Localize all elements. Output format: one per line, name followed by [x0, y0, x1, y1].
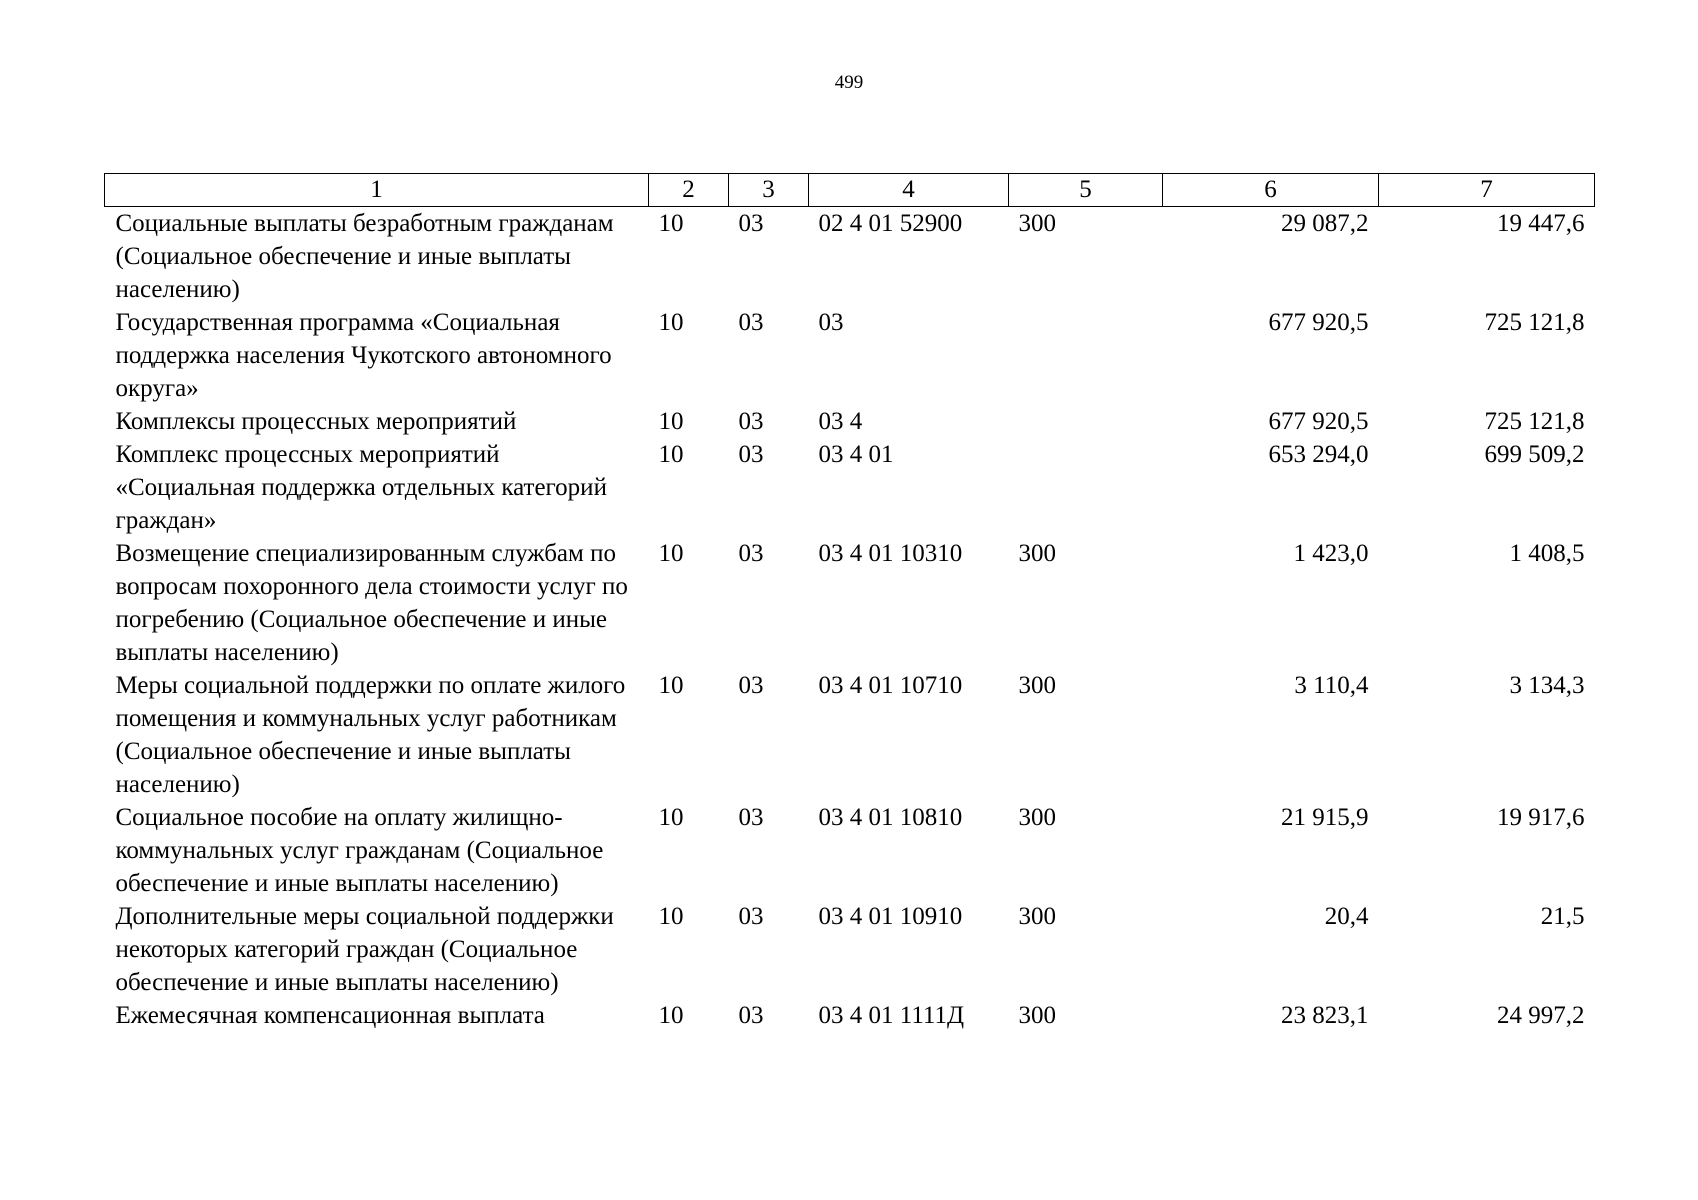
table-row — [105, 405, 1595, 438]
row-amount-1-cell: 29 087,2 — [1281, 210, 1369, 237]
row-amount-2-cell: 19 447,6 — [1497, 210, 1585, 237]
row-section-cell: 10 — [658, 1002, 684, 1029]
row-amount-1-cell: 3 110,4 — [1294, 672, 1369, 699]
row-amount-2-cell: 24 997,2 — [1497, 1002, 1585, 1029]
row-target-article-cell: 02 4 01 52900 — [818, 210, 963, 237]
row-subsection-cell: 03 — [738, 210, 764, 237]
row-subsection-cell: 03 — [738, 309, 764, 336]
row-subsection-cell: 03 — [738, 540, 764, 567]
row-subsection-cell: 03 — [738, 408, 764, 435]
row-section-cell: 10 — [658, 309, 684, 336]
row-target-article-cell: 03 4 01 10310 — [818, 540, 963, 567]
row-name-cell: Социальное пособие на оплату жилищно-коммунальных услуг гражданам (Социальное обеспечение и иные выплаты населению) — [115, 804, 604, 897]
column-header-1: 1 — [105, 174, 649, 207]
table-row — [105, 537, 1595, 669]
row-subsection-cell: 03 — [738, 441, 764, 468]
row-expense-type-cell: 300 — [1018, 903, 1056, 930]
row-expense-type-cell: 300 — [1018, 210, 1056, 237]
row-name-cell: Возмещение специализированным службам по вопросам похоронного дела стоимости услуг по погребению (Социальное обеспечение и иные выплаты населению) — [115, 540, 628, 666]
row-amount-2-cell: 3 134,3 — [1509, 672, 1585, 699]
row-name-cell: Дополнительные меры социальной поддержки некоторых категорий граждан (Социальное обеспечение и иные выплаты населению) — [115, 903, 614, 996]
row-target-article-cell: 03 4 — [818, 408, 863, 435]
row-amount-1-cell: 1 423,0 — [1293, 540, 1369, 567]
column-header-2: 2 — [649, 174, 729, 207]
row-section-cell: 10 — [658, 441, 684, 468]
row-expense-type-cell: 300 — [1018, 804, 1056, 831]
table-header-row — [105, 174, 1595, 207]
row-subsection-cell: 03 — [738, 804, 764, 831]
column-header-4: 4 — [809, 174, 1009, 207]
row-expense-type-cell — [1009, 405, 1163, 438]
column-header-7: 7 — [1379, 174, 1595, 207]
row-name-cell: Комплексы процессных мероприятий — [115, 408, 517, 435]
row-name-cell: Социальные выплаты безработным гражданам (Социальное обеспечение и иные выплаты населению) — [115, 210, 614, 303]
row-amount-2-cell: 699 509,2 — [1484, 441, 1585, 468]
row-section-cell: 10 — [658, 804, 684, 831]
row-expense-type-cell: 300 — [1018, 672, 1056, 699]
row-amount-1-cell: 677 920,5 — [1268, 408, 1369, 435]
table-row — [105, 900, 1595, 999]
row-section-cell: 10 — [658, 210, 684, 237]
table-row — [105, 438, 1595, 537]
row-section-cell: 10 — [658, 903, 684, 930]
row-amount-1-cell: 677 920,5 — [1268, 309, 1369, 336]
table-body — [105, 207, 1595, 1033]
row-amount-2-cell: 725 121,8 — [1484, 309, 1585, 336]
row-name-cell: Ежемесячная компенсационная выплата — [115, 1002, 545, 1029]
row-name-cell: Меры социальной поддержки по оплате жилого помещения и коммунальных услуг работникам (Социальное обеспечение и иные выплаты населению) — [115, 672, 626, 798]
row-target-article-cell: 03 4 01 1111Д — [818, 1002, 965, 1029]
row-amount-2-cell: 1 408,5 — [1509, 540, 1585, 567]
table-row — [105, 669, 1595, 801]
budget-table — [104, 173, 1595, 1032]
row-section-cell: 10 — [658, 540, 684, 567]
column-header-5: 5 — [1009, 174, 1163, 207]
row-subsection-cell: 03 — [738, 903, 764, 930]
row-amount-1-cell: 20,4 — [1324, 903, 1369, 930]
table-row — [105, 306, 1595, 405]
table-row — [105, 207, 1595, 307]
page-number: 499 — [834, 72, 864, 93]
column-header-3: 3 — [729, 174, 809, 207]
table-row — [105, 801, 1595, 900]
row-subsection-cell: 03 — [738, 1002, 764, 1029]
row-amount-1-cell: 23 823,1 — [1281, 1002, 1369, 1029]
row-section-cell: 10 — [658, 672, 684, 699]
row-target-article-cell: 03 4 01 10710 — [818, 672, 963, 699]
column-header-6: 6 — [1163, 174, 1379, 207]
table-row — [105, 999, 1595, 1032]
row-amount-2-cell: 21,5 — [1540, 903, 1585, 930]
row-amount-2-cell: 725 121,8 — [1484, 408, 1585, 435]
row-target-article-cell: 03 — [818, 309, 844, 336]
row-expense-type-cell — [1009, 306, 1163, 405]
row-name-cell: Комплекс процессных мероприятий «Социальная поддержка отдельных категорий граждан» — [115, 441, 607, 534]
row-target-article-cell: 03 4 01 10810 — [818, 804, 963, 831]
row-amount-2-cell: 19 917,6 — [1497, 804, 1585, 831]
row-section-cell: 10 — [658, 408, 684, 435]
row-target-article-cell: 03 4 01 10910 — [818, 903, 963, 930]
row-expense-type-cell — [1009, 438, 1163, 537]
row-expense-type-cell: 300 — [1018, 540, 1056, 567]
row-target-article-cell: 03 4 01 — [818, 441, 894, 468]
row-name-cell: Государственная программа «Социальная поддержка населения Чукотского автономного округа» — [115, 309, 612, 402]
row-subsection-cell: 03 — [738, 672, 764, 699]
row-amount-1-cell: 653 294,0 — [1268, 441, 1369, 468]
row-expense-type-cell: 300 — [1018, 1002, 1056, 1029]
row-amount-1-cell: 21 915,9 — [1281, 804, 1369, 831]
